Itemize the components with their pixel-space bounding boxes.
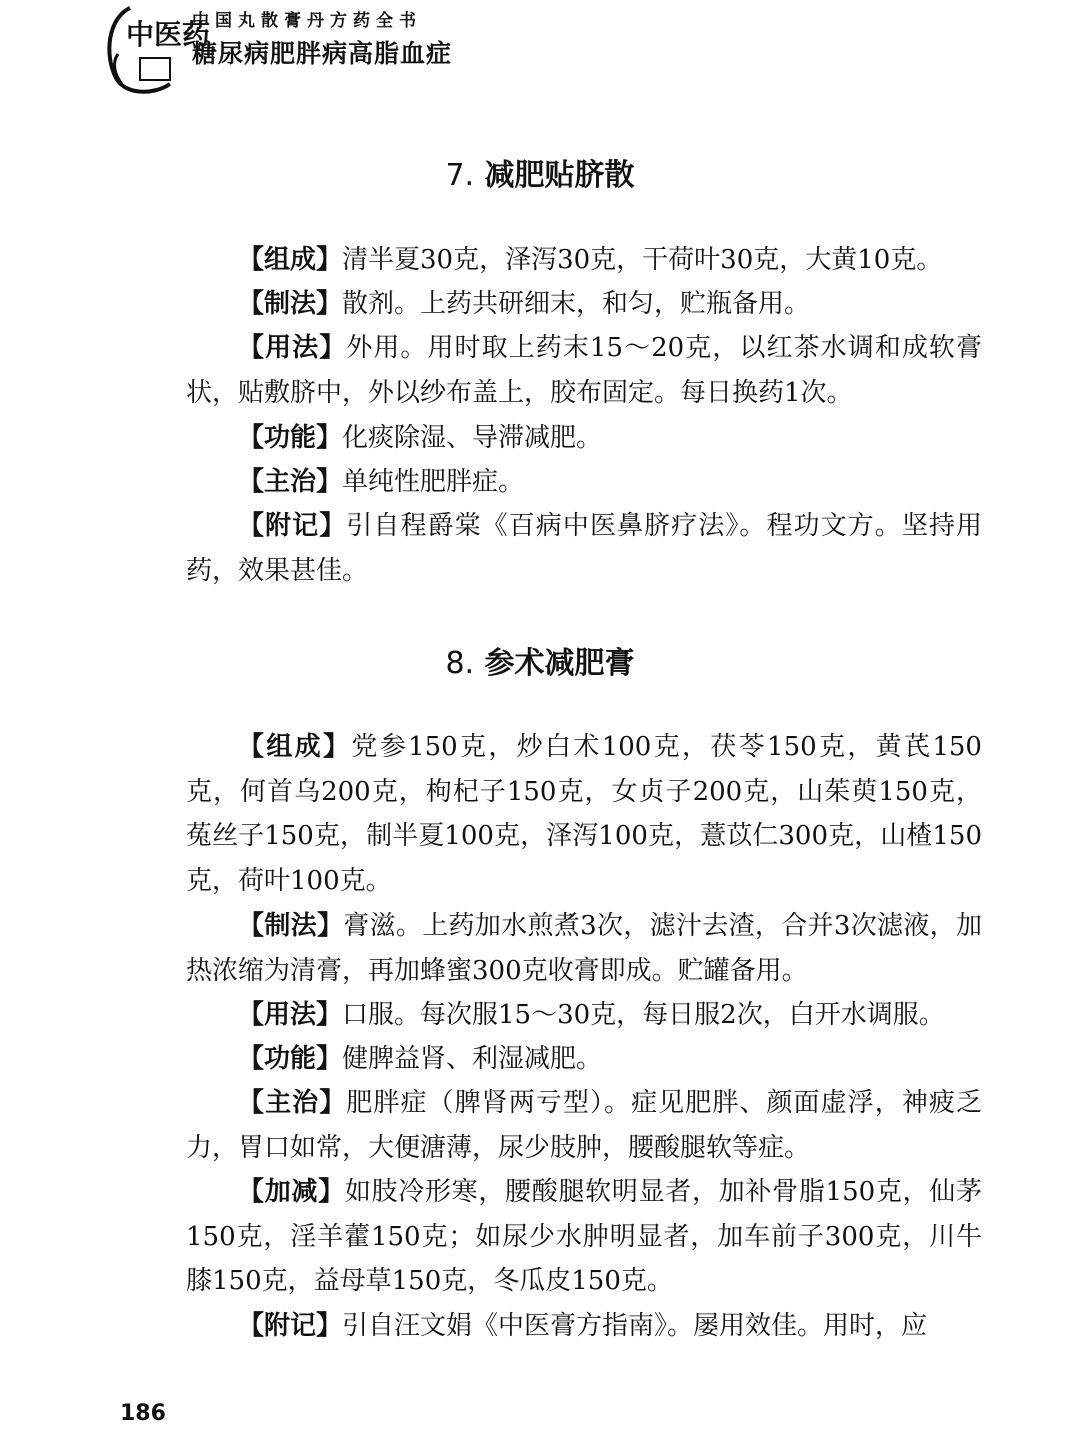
paragraph-function [186, 1037, 982, 1082]
paragraph-text: 如肢冷形寒，腰酸腿软明显者，加补骨脂150克，仙茅150克，淫羊藿150克；如尿少水肿明显者，加车前子300克，川牛膝150克，益母草150克，冬瓜皮150克。 [186, 1177, 982, 1297]
paragraph-label: 【主治】 [238, 1088, 347, 1118]
paragraph-label: 【功能】 [238, 423, 343, 453]
paragraph-label: 【加减】 [238, 1177, 345, 1207]
section-title-text: 减肥贴脐散 [484, 158, 635, 193]
paragraph-text: 膏滋。上药加水煎煮3次，滤汁去渣，合并3次滤液，加热浓缩为清膏，再加蜂蜜300克收膏即成。贮罐备用。 [186, 911, 982, 986]
logo-text-1: 中医药 [126, 18, 211, 51]
paragraph-label: 【附记】 [238, 1311, 343, 1341]
paragraph-composition [186, 725, 982, 903]
paragraph-function [186, 416, 982, 461]
section-number: 7. [445, 158, 475, 193]
paragraph-modification [186, 1170, 982, 1304]
paragraph-label: 【主治】 [238, 467, 343, 497]
section-heading-7 [0, 150, 1080, 194]
book-logo-icon [100, 0, 211, 100]
paragraph-label: 【制法】 [238, 289, 343, 319]
paragraph-label: 【用法】 [238, 1000, 343, 1030]
section-title-text: 参术减肥膏 [484, 646, 635, 681]
paragraph-text: 党参150克，炒白术100克，茯苓150克，黄芪150克，何首乌200克，枸杞子150克，女贞子200克，山茱萸150克，菟丝子150克，制半夏100克，泽泻100克，薏苡仁300克，山楂150克，荷叶100克。 [186, 732, 982, 896]
paragraph-indication [186, 460, 982, 505]
paragraph-text: 清半夏30克，泽泻30克，干荷叶30克，大黄10克。 [342, 245, 943, 275]
section-heading-8 [0, 638, 1080, 682]
paragraph-usage [186, 326, 982, 415]
paragraph-label: 【制法】 [238, 911, 344, 941]
paragraph-text: 散剂。上药共研细末，和匀，贮瓶备用。 [342, 289, 811, 319]
paragraph-note [186, 504, 982, 593]
paragraph-label: 【功能】 [238, 1044, 343, 1074]
paragraph-label: 【组成】 [238, 245, 343, 275]
page-number: 186 [120, 1401, 166, 1426]
paragraph-indication [186, 1081, 982, 1170]
running-header [100, 0, 600, 100]
paragraph-label: 【用法】 [238, 333, 347, 363]
paragraph-preparation [186, 282, 982, 327]
paragraph-text: 肥胖症（脾肾两亏型）。症见肥胖、颜面虚浮，神疲乏力，胃口如常，大便溏薄，尿少肢肿，腰酸腿软等症。 [186, 1088, 982, 1163]
paragraph-text: 引自汪文娟《中医膏方指南》。屡用效佳。用时，应 [342, 1311, 928, 1341]
paragraph-note [186, 1304, 982, 1349]
section-number: 8. [445, 646, 475, 681]
book-title: 糖尿病肥胖病高脂血症 [192, 39, 453, 68]
paragraph-text: 单纯性肥胖症。 [342, 467, 525, 497]
paragraph-composition [186, 238, 982, 283]
series-title: 中国丸散膏丹方药全书 [192, 11, 422, 31]
paragraph-text: 化痰除湿、导滞减肥。 [342, 423, 603, 453]
paragraph-label: 【组成】 [238, 732, 352, 762]
paragraph-text: 口服。每次服15～30克，每日服2次，白开水调服。 [342, 1000, 945, 1030]
paragraph-label: 【附记】 [238, 511, 347, 541]
paragraph-text: 健脾益肾、利湿减肥。 [342, 1044, 603, 1074]
paragraph-usage [186, 993, 982, 1038]
paragraph-text: 引自程爵棠《百病中医鼻脐疗法》。程功文方。坚持用药，效果甚佳。 [186, 511, 982, 586]
paragraph-preparation [186, 904, 982, 993]
paragraph-text: 外用。用时取上药末15～20克，以红茶水调和成软膏状，贴敷脐中，外以纱布盖上，胶布固定。每日换药1次。 [186, 333, 982, 408]
